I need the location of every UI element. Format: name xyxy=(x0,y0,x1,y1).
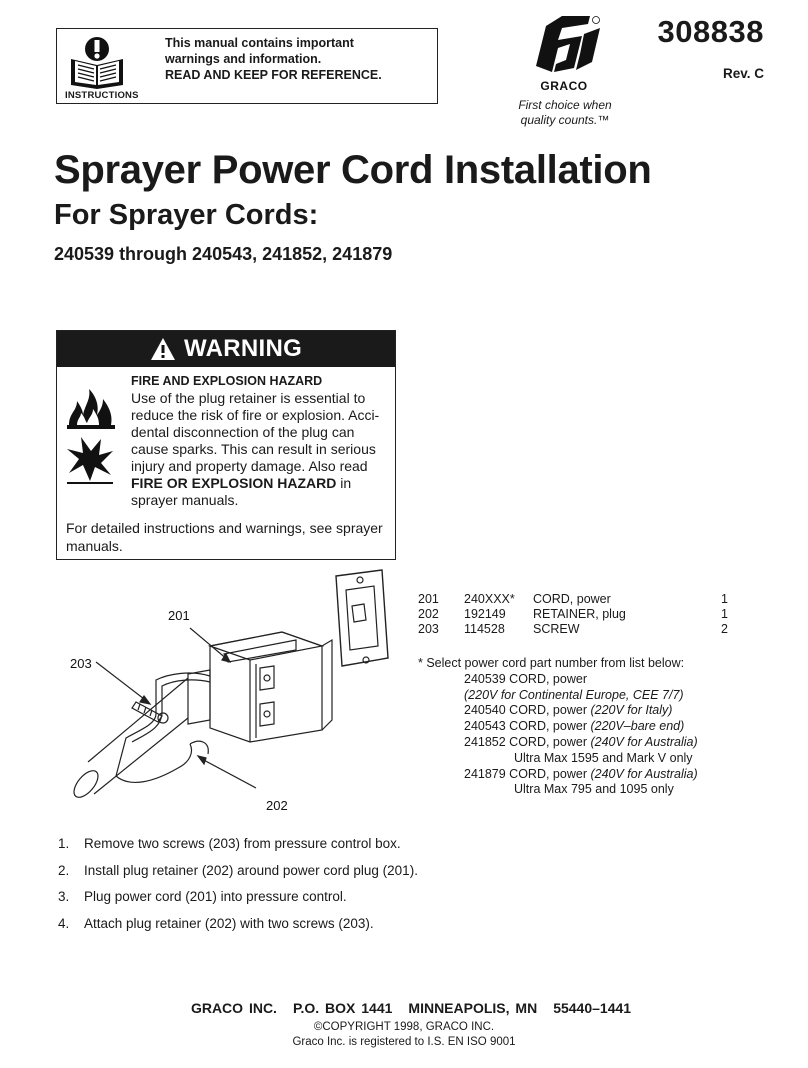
fire-icon xyxy=(63,385,119,431)
document-number: 308838 xyxy=(657,14,764,49)
notice-text: This manual contains important warnings and information. READ AND KEEP FOR REFERENCE. xyxy=(165,36,382,82)
company-address: GRACO INC. P.O. BOX 1441 MINNEAPOLIS, MN 55440–1441 xyxy=(190,1000,632,1016)
graco-logo xyxy=(522,14,606,94)
step-item: 3. Plug power cord (201) into pressure control. xyxy=(58,889,347,904)
brand-name: GRACO xyxy=(540,79,588,93)
parts-list xyxy=(418,592,738,637)
hazard-title: FIRE AND EXPLOSION HAZARD xyxy=(131,374,323,388)
step-item: 1. Remove two screws (203) from pressure control box. xyxy=(58,836,401,851)
page-subtitle: For Sprayer Cords: xyxy=(54,199,319,231)
warning-header xyxy=(57,331,395,367)
callout-201: 201 xyxy=(168,608,190,623)
warning-label: WARNING xyxy=(183,335,303,362)
warning-footer: For detailed instructions and warnings, see sprayer manuals. xyxy=(66,520,383,554)
hazard-body: Use of the plug retainer is essential to reduce the risk of fire or explosion. Acci-dental disconnection of the plug can cause sparks. This can result in serious injury and property damage. Also read xyxy=(131,390,380,474)
copyright: ©COPYRIGHT 1998, GRACO INC. xyxy=(313,1021,495,1033)
hazard-reference: FIRE OR EXPLOSION HAZARD xyxy=(131,475,337,491)
iso-registration: Graco Inc. is registered to I.S. EN ISO 9001 xyxy=(292,1036,516,1048)
page-title: Sprayer Power Cord Installation xyxy=(54,148,652,192)
tagline: First choice when quality counts.™ xyxy=(518,98,612,127)
hazard-description xyxy=(131,373,387,509)
revision-label: Rev. C xyxy=(722,66,764,81)
step-item: 2. Install plug retainer (202) around power cord plug (201). xyxy=(58,862,418,878)
installation-steps xyxy=(58,836,418,942)
warning-triangle-icon xyxy=(150,337,176,361)
cord-models: 240539 through 240543, 241852, 241879 xyxy=(54,244,393,264)
installation-diagram xyxy=(60,562,400,822)
step-item: 4. Attach plug retainer (202) with two screws (203). xyxy=(58,915,374,931)
parts-row: 201 240XXX* CORD, power 1 xyxy=(418,592,728,606)
page-footer xyxy=(0,1000,808,1048)
book-warning-icon xyxy=(67,35,127,89)
parts-row: 203 114528 SCREW 2 xyxy=(418,622,728,636)
warning-box xyxy=(56,330,396,560)
notice-box xyxy=(56,28,438,104)
explosion-icon xyxy=(65,435,115,485)
instructions-label: INSTRUCTIONS xyxy=(65,90,139,101)
callout-202: 202 xyxy=(266,798,288,813)
cord-selection-note: * Select power cord part number from list below: 240539 CORD, power (220V for Continental Europe, CEE 7/7) 240540 CORD, power (220V for Italy) 240543 CORD, power (220V–bare end) 241852 CORD, power (240V for Australia) Ultra Max 1595 and Mark V only 241879 CORD, power (240V for Australia) Ultra Max 795 and 1095 only xyxy=(418,656,698,797)
hazard-body-end: in sprayer manuals. xyxy=(131,475,352,508)
parts-row: 202 192149 RETAINER, plug 1 xyxy=(418,607,728,621)
callout-203: 203 xyxy=(70,656,92,671)
